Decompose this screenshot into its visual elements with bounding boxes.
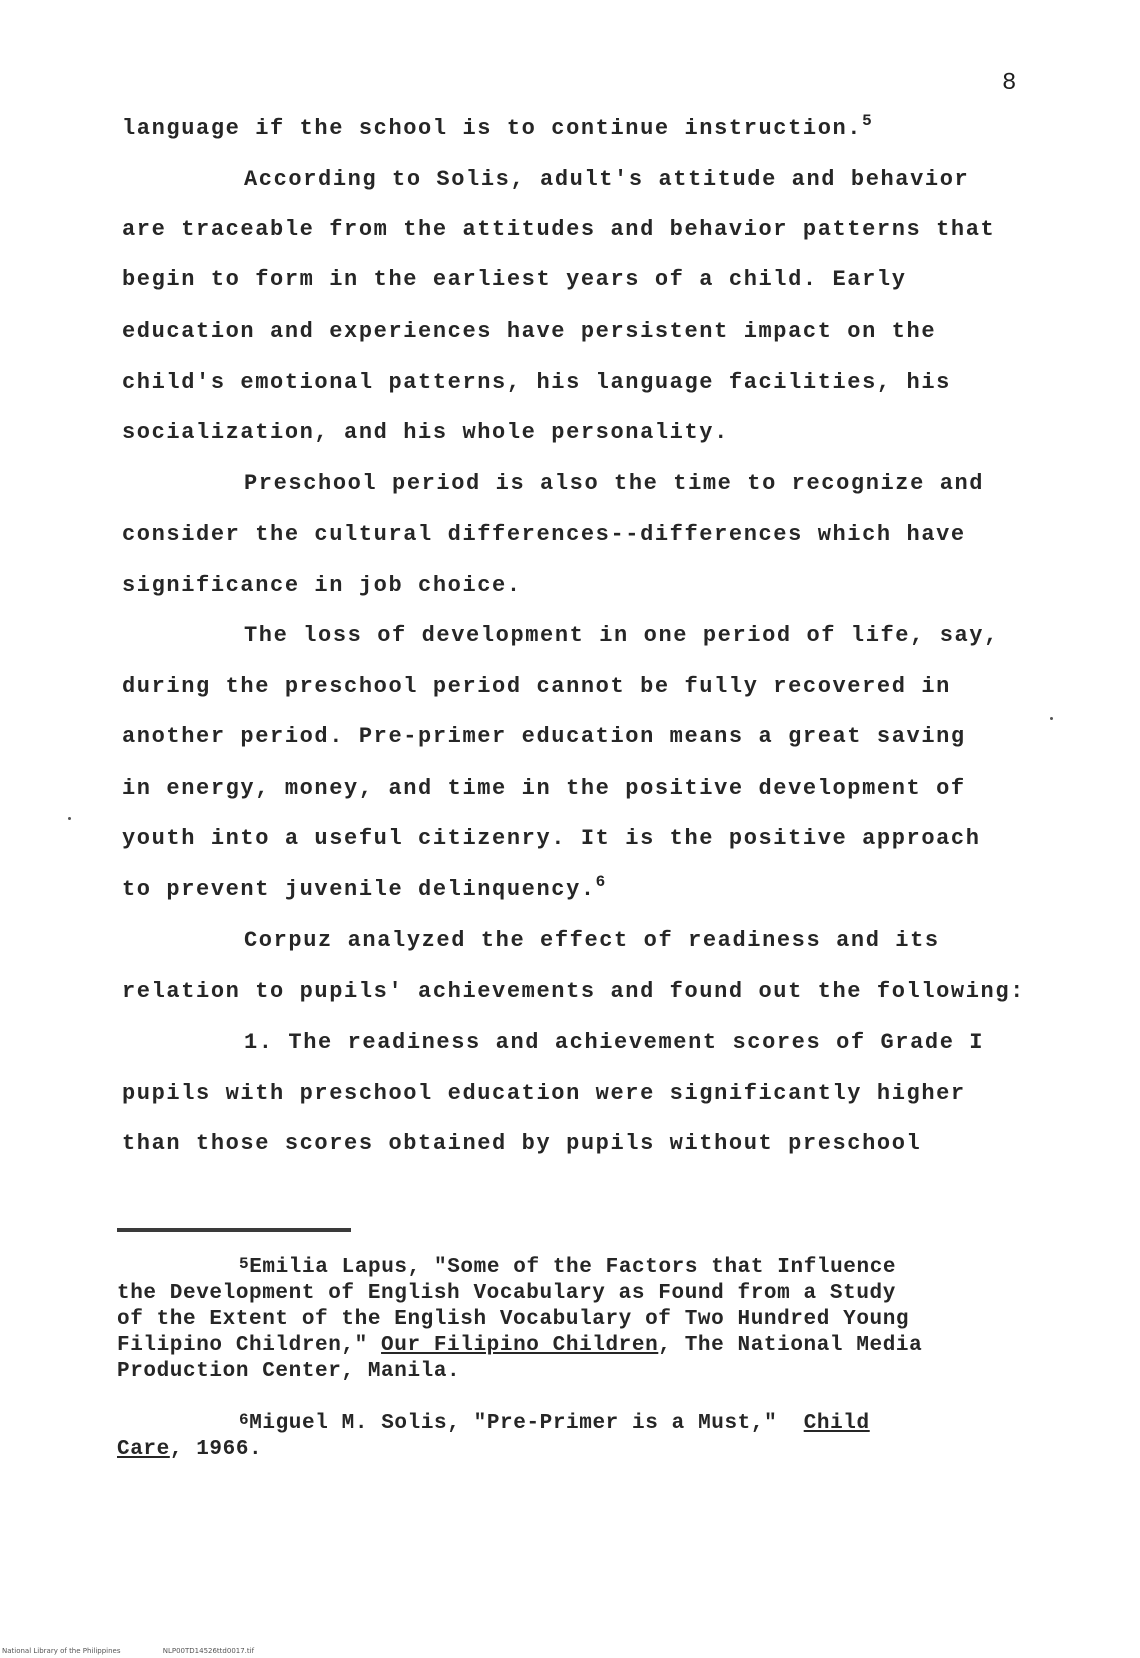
text-line: pupils with preschool education were significantly higher [122, 1081, 966, 1106]
text-line: youth into a useful citizenry. It is the positive approach [122, 826, 981, 851]
footnote-5: $^5$Emilia Lapus, "Some of the Factors that Influence the Development of English Vocabulary as Found from a Study of the Extent of the English Vocabulary of Two Hundred Young Filipino Children," Our Filipino Children, The National Media Production Center, Manila. [117, 1255, 923, 1383]
footnote-marker: 5 [239, 1255, 250, 1273]
footnote-6: $^6$Miguel M. Solis, "Pre-Primer is a Must," Child Care, 1966. [117, 1411, 870, 1461]
footer-library: National Library of the Philippines [2, 1647, 121, 1655]
text-line: to prevent juvenile delinquency.$^6$ [122, 873, 607, 902]
text-line: another period. Pre-primer education means a great saving [122, 724, 966, 749]
text-line: According to Solis, adult's attitude and behavior [244, 167, 970, 192]
text-line: begin to form in the earliest years of a child. Early [122, 267, 907, 292]
text-line: child's emotional patterns, his language facilities, his [122, 370, 951, 395]
footnote-source-title: Care [117, 1438, 170, 1461]
text-line: than those scores obtained by pupils without preschool [122, 1131, 922, 1156]
text-line: The loss of development in one period of life, say, [244, 623, 999, 648]
text-line: 1. The readiness and achievement scores of Grade I [244, 1030, 985, 1055]
text-line: Corpuz analyzed the effect of readiness and its [244, 928, 940, 953]
text-line: in energy, money, and time in the positive development of [122, 776, 966, 801]
text-line: language if the school is to continue instruction.$^5$ [122, 112, 874, 141]
text-line: significance in job choice. [122, 573, 522, 598]
text-line: consider the cultural differences--differences which have [122, 522, 966, 547]
scan-footer [2, 1647, 294, 1655]
text-line: Preschool period is also the time to recognize and [244, 471, 985, 496]
footnote-source-title: Child [803, 1412, 870, 1435]
scan-speck [1050, 717, 1053, 720]
scan-speck [68, 817, 71, 820]
footnote-ref: 6 [595, 873, 607, 891]
footnote-ref: 5 [862, 112, 874, 130]
page-number: 8 [1002, 70, 1018, 97]
footer-file: NLP00TD14526ttd0017.tif [162, 1647, 255, 1655]
footnote-marker: 6 [239, 1411, 250, 1429]
text-line: socialization, and his whole personality. [122, 420, 729, 445]
text-line: during the preschool period cannot be fully recovered in [122, 674, 951, 699]
footnote-separator [117, 1228, 351, 1232]
text-line: education and experiences have persistent impact on the [122, 319, 937, 344]
text-line: are traceable from the attitudes and behavior patterns that [122, 217, 996, 242]
text-line: relation to pupils' achievements and found out the following: [122, 979, 1025, 1004]
footnote-source-title: Our Filipino Children [381, 1334, 659, 1357]
